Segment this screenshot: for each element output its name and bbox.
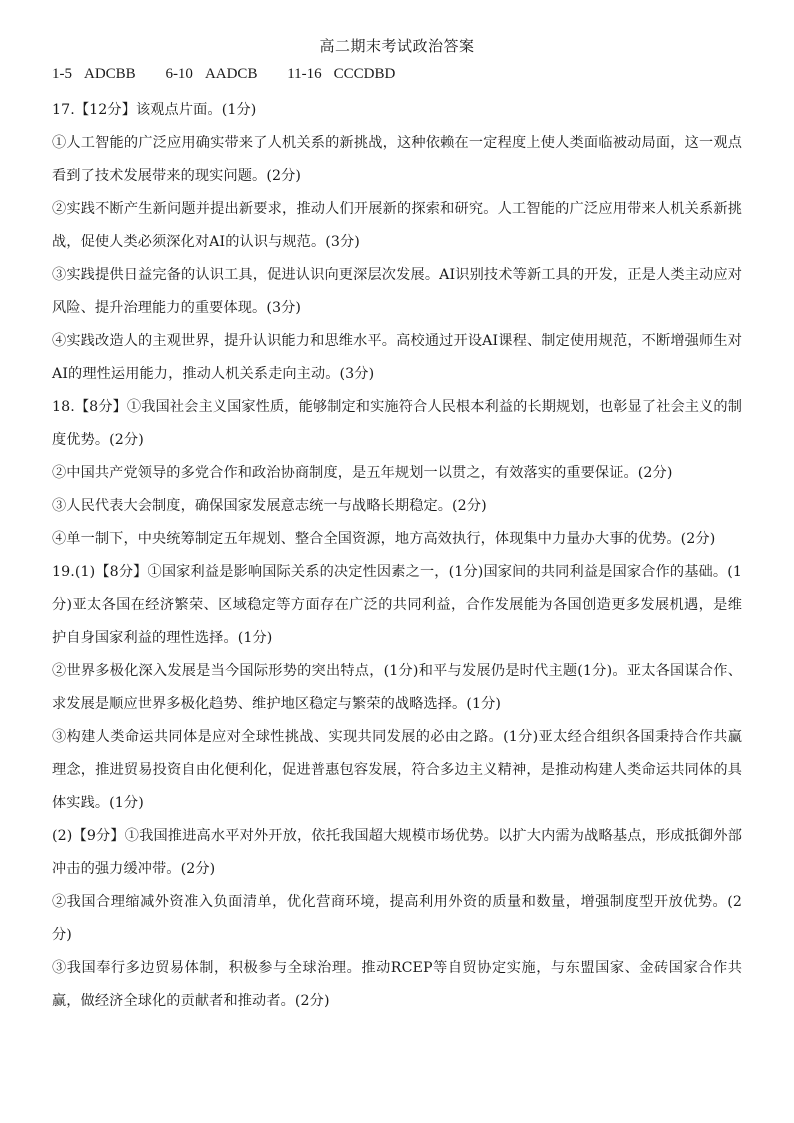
choice-range-2: 6-10 [165,66,193,82]
q18-point-1: 18.【8分】①我国社会主义国家性质，能够制定和实施符合人民根本利益的长期规划，也彰显了社会主义的制度优势。(2分) [52,399,742,448]
q17-point-3: ③实践提供日益完备的认识工具，促进认识向更深层次发展。AI识别技术等新工具的开发，正是人类主动应对风险、提升治理能力的重要体现。(3分) [52,267,742,316]
q17-header: 17.【12分】该观点片面。(1分) [52,102,257,118]
choice-answers [52,62,742,86]
q18-point-3: ③人民代表大会制度，确保国家发展意志统一与战略长期稳定。(2分) [52,498,487,514]
q19-1-point-3: ③构建人类命运共同体是应对全球性挑战、实现共同发展的必由之路。(1分)亚太经合组织各国秉持合作共赢理念，推进贸易投资自由化便利化，促进普惠包容发展，符合多边主义精神，是推动构建人类命运共同体的具体实践。(1分) [52,729,742,811]
choice-answer-2: AADCB [204,66,258,82]
q17-point-2: ②实践不断产生新问题并提出新要求，推动人们开展新的探索和研究。人工智能的广泛应用带来人机关系新挑战，促使人类必须深化对AI的认识与规范。(3分) [52,201,742,250]
page-title: 高二期末考试政治答案 [319,37,475,55]
choice-range-1: 1-5 [52,66,72,82]
choice-range-3: 11-16 [287,66,322,82]
q19-1-point-2: ②世界多极化深入发展是当今国际形势的突出特点，(1分)和平与发展仍是时代主题(1分)。亚太各国谋合作、求发展是顺应世界多极化趋势、维护地区稳定与繁荣的战略选择。(1分) [52,663,742,712]
q18-point-4: ④单一制下，中央统筹制定五年规划、整合全国资源，地方高效执行，体现集中力量办大事的优势。(2分) [52,531,716,547]
q18-point-2: ②中国共产党领导的多党合作和政治协商制度，是五年规划一以贯之，有效落实的重要保证。(2分) [52,465,673,481]
choice-answer-1: ADCBB [84,66,136,82]
choice-answer-3: CCCDBD [333,66,396,82]
q19-2-point-1: (2)【9分】①我国推进高水平对外开放，依托我国超大规模市场优势。以扩大内需为战略基点，形成抵御外部冲击的强力缓冲带。(2分) [52,828,742,877]
answer-sheet [52,34,742,1018]
q19-1-point-1: 19.(1)【8分】①国家利益是影响国际关系的决定性因素之一，(1分)国家间的共同利益是国家合作的基础。(1分)亚太各国在经济繁荣、区域稳定等方面存在广泛的共同利益，合作发展能为各国创造更多发展机遇，是维护自身国家利益的理性选择。(1分) [52,564,742,646]
q17-point-1: ①人工智能的广泛应用确实带来了人机关系的新挑战，这种依赖在一定程度上使人类面临被动局面，这一观点看到了技术发展带来的现实问题。(2分) [52,135,742,184]
q19-2-point-2: ②我国合理缩减外资准入负面清单，优化营商环境，提高利用外资的质量和数量，增强制度型开放优势。(2分) [52,894,742,943]
q19-2-point-3: ③我国奉行多边贸易体制，积极参与全球治理。推动RCEP等自贸协定实施，与东盟国家、金砖国家合作共赢，做经济全球化的贡献者和推动者。(2分) [52,960,742,1009]
q17-point-4: ④实践改造人的主观世界，提升认识能力和思维水平。高校通过开设AI课程、制定使用规范，不断增强师生对AI的理性运用能力，推动人机关系走向主动。(3分) [52,333,742,382]
